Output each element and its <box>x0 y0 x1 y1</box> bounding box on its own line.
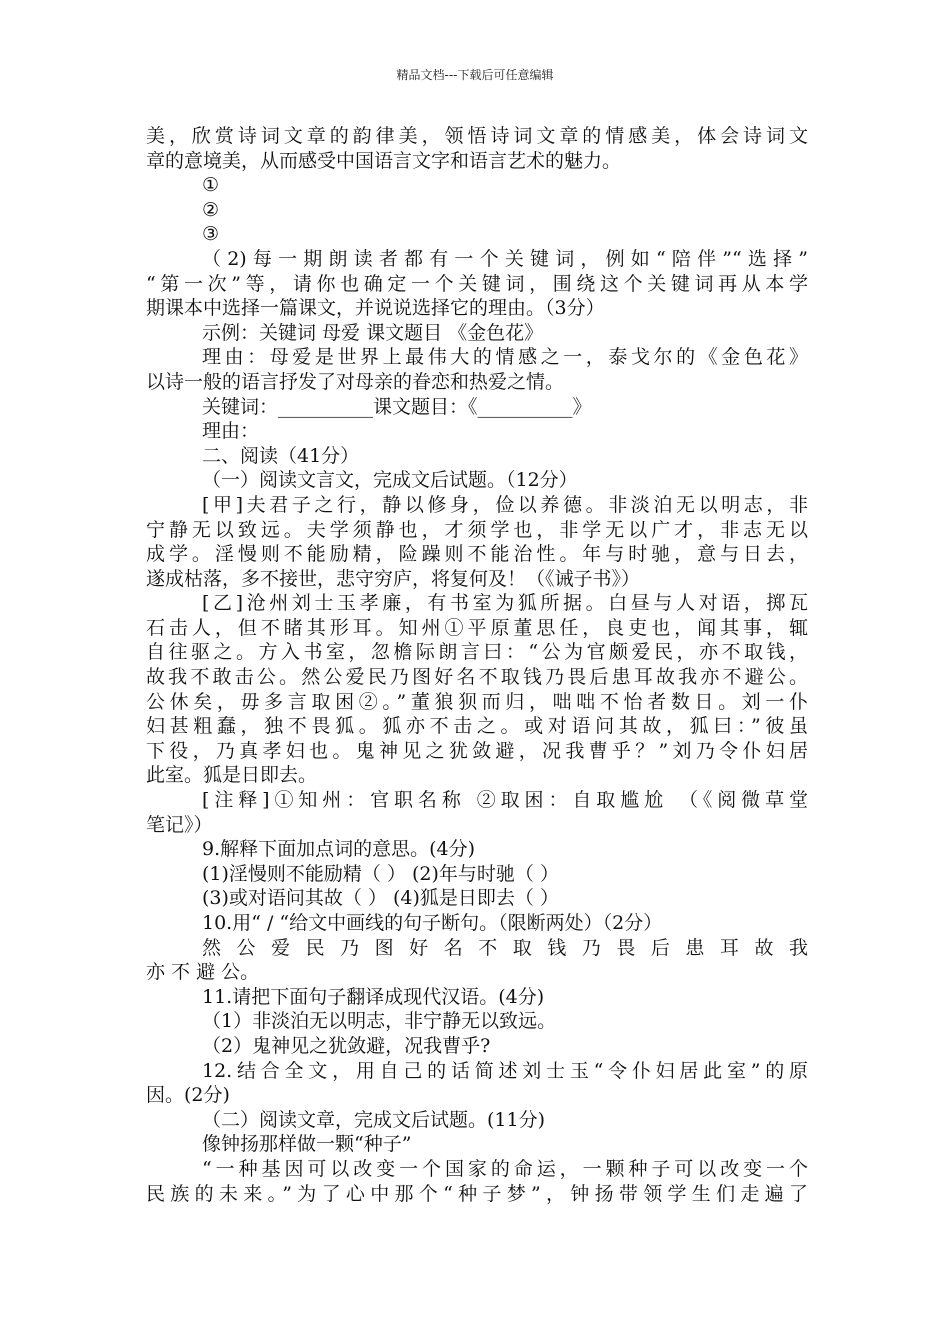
text-line: 像钟扬那样做一颗“种子” <box>202 1133 412 1156</box>
text-line: 公休矣，毋多言取困②。”董狼狈而归，咄咄不怡者数日。刘一仆 <box>146 690 808 713</box>
text-line: 理由：母爱是世界上最伟大的情感之一，泰戈尔的《金色花》 <box>202 346 808 369</box>
text-line: (1)淫慢则不能励精（ ） (2)年与时驰（ ） <box>202 862 559 885</box>
text-line: 理由： <box>202 420 260 443</box>
text-line: 石击人，但不睹其形耳。知州①平原董思任，良吏也，闻其事，辄 <box>146 616 808 639</box>
document-body <box>146 124 808 1206</box>
text-line: (3)或对语问其故（ ） (4)狐是日即去（ ） <box>202 887 559 910</box>
text-line: 示例：关键词 母爱 课文题目 《金色花》 <box>202 321 544 344</box>
text-line: （二）阅读文章，完成文后试题。(11分) <box>202 1108 546 1131</box>
text-line: （2）鬼神见之犹敛避，况我曹乎? <box>202 1034 491 1057</box>
text-line: 下役，乃真孝妇也。鬼神见之犹敛避，况我曹乎？”刘乃令仆妇居 <box>146 739 808 762</box>
text-line: 美，欣赏诗词文章的韵律美，领悟诗词文章的情感美，体会诗词文 <box>146 125 808 147</box>
text-line: 此室。狐是日即去。 <box>146 764 318 787</box>
text-line: 二、阅读（41分） <box>202 444 360 467</box>
text-line: 成学。淫慢则不能励精，险躁则不能治性。年与时驰，意与日去， <box>146 543 808 566</box>
text-line: （2)每一期朗读者都有一个关键词，例如“陪伴”“选择” <box>202 247 808 270</box>
text-line: 自往驱之。方入书室，忽檐际朗言曰：“公为官颇爱民，亦不取钱， <box>146 641 808 664</box>
text-line: 章的意境美，从而感受中国语言文字和语言艺术的魅力。 <box>146 149 622 172</box>
text-line: ② <box>202 198 220 221</box>
page-header: 精品文档---下载后可任意编辑 <box>396 68 554 82</box>
text-line: 11.请把下面句子翻译成现代汉语。(4分) <box>202 985 545 1008</box>
text-line: “第一次”等，请你也确定一个关键词，围绕这个关键词再从本学 <box>146 272 808 295</box>
text-line: （一）阅读文言文，完成文后试题。（12分） <box>202 469 578 492</box>
text-line: 9.解释下面加点词的意思。(4分) <box>202 838 476 861</box>
text-line: ① <box>202 174 220 197</box>
text-line: [甲]夫君子之行，静以修身，俭以养德。非淡泊无以明志，非 <box>202 493 808 516</box>
text-line: 关键词：__________课文题目：《__________》 <box>202 395 592 418</box>
text-line: [乙]沧州刘士玉孝廉，有书室为狐所据。白昼与人对语，掷瓦 <box>202 592 808 615</box>
text-line: 民族的未来。”为了心中那个“种子梦”，钟扬带领学生们走遍了 <box>146 1182 808 1205</box>
text-line: 亦 不 避 公。 <box>146 961 260 984</box>
text-line: 笔记》） <box>146 813 213 836</box>
text-line: 遂成枯落，多不接世，悲守穷庐，将复何及！（《诫子书》） <box>146 567 641 590</box>
text-line: [注释]①知州：官职名称 ②取困：自取尴尬 （《阅微草堂 <box>202 789 808 812</box>
text-line: 期课本中选择一篇课文，并说说选择它的理由。（3分） <box>146 297 605 320</box>
text-line: 以诗一般的语言抒发了对母亲的眷恋和热爱之情。 <box>146 370 565 393</box>
text-line: 然公爱民乃图好名不取钱乃畏后患耳故我 <box>202 936 808 959</box>
text-line: ③ <box>202 223 220 246</box>
text-line: （1）非淡泊无以明志，非宁静无以致远。 <box>202 1010 557 1033</box>
text-line: 因。(2分) <box>146 1084 230 1107</box>
text-line: 妇甚粗蠢，独不畏狐。狐亦不击之。或对语问其故，狐曰：”彼虽 <box>146 715 808 738</box>
text-line: 10.用“ / “给文中画线的句子断句。（限断两处）（2分） <box>202 912 663 934</box>
text-line: 故我不敢击公。然公爱民乃图好名不取钱乃畏后患耳故我亦不避公。 <box>146 666 808 689</box>
text-line: 12.结合全文，用自己的话简述刘士玉“令仆妇居此室”的原 <box>202 1059 808 1082</box>
text-line: “一种基因可以改变一个国家的命运，一颗种子可以改变一个 <box>202 1157 808 1180</box>
text-line: 宁静无以致远。夫学须静也，才须学也，非学无以广才，非志无以 <box>146 518 808 541</box>
